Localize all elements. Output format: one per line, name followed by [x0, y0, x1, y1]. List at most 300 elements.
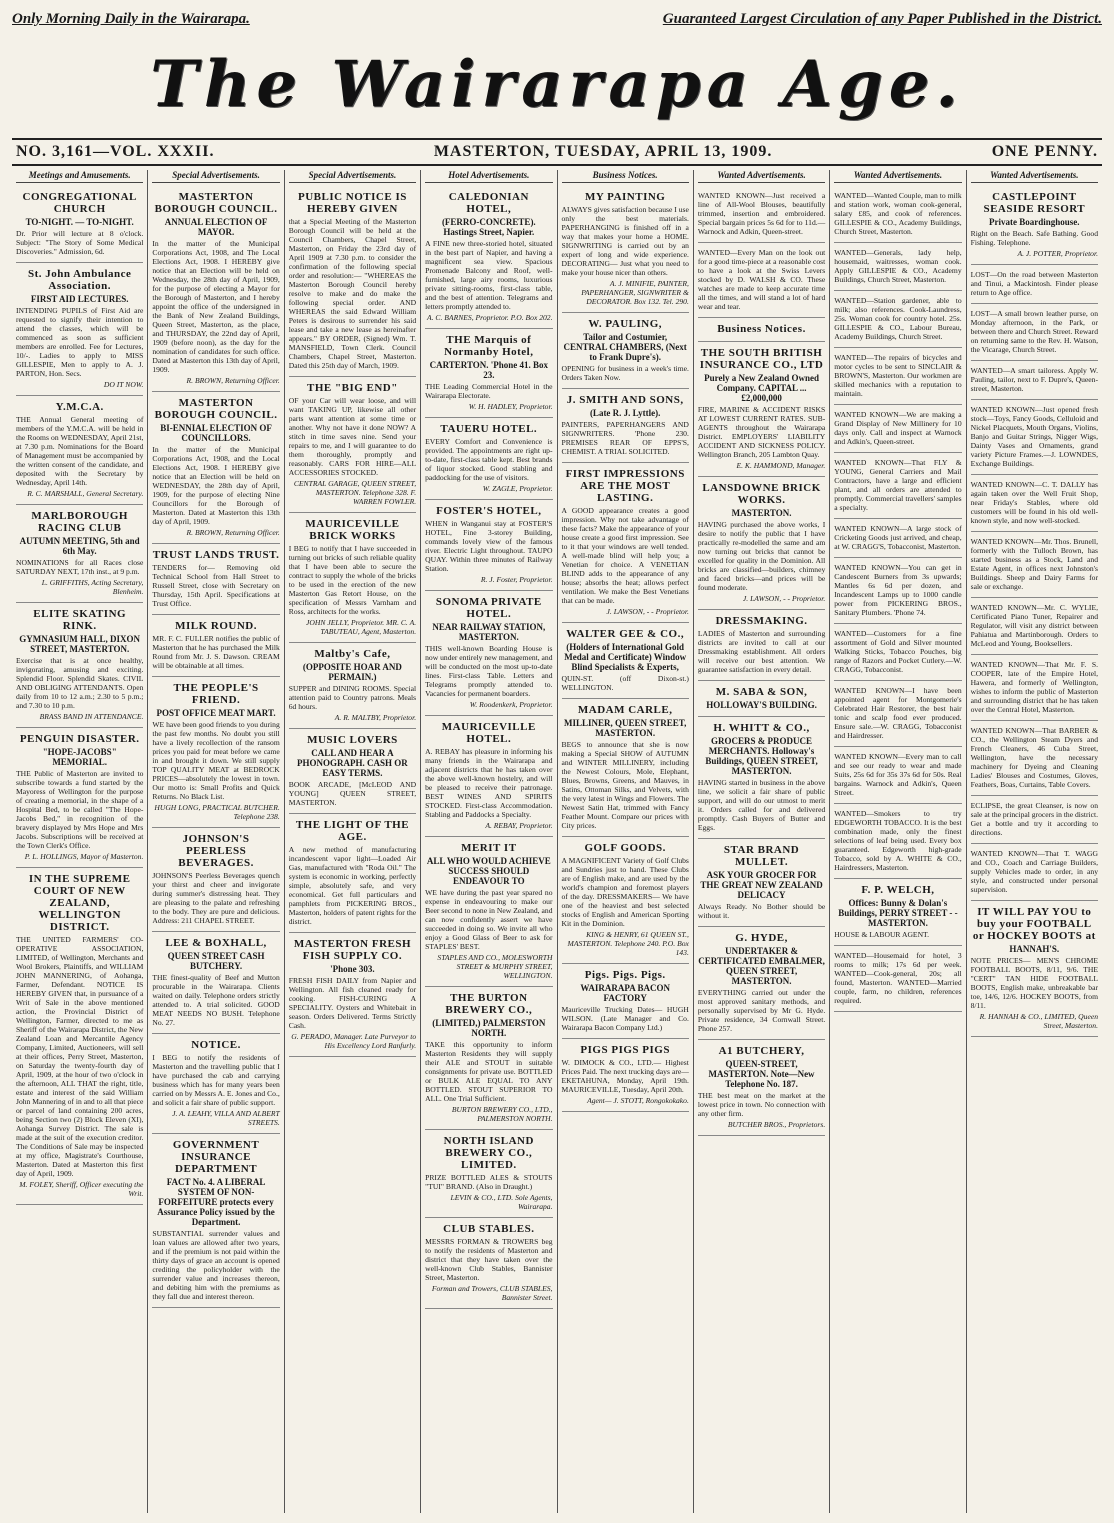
advertisement: [16, 186, 143, 263]
advertisement: [425, 1218, 552, 1309]
advertisement: [289, 186, 416, 377]
column-header: Special Advertisements.: [289, 170, 416, 183]
ad-body: In the matter of the Municipal Corporations Act, 1908, and the Local Elections Act, 1908. I HEREBY give notice that an Election will be held on WEDNESDAY, the 28th day of April, 1909, for the purpose of electing Nine Councillors for the Borough of Masterton. Dated at Masterton this 13th day of April, 1909.: [152, 445, 280, 526]
advertisement: [16, 603, 143, 728]
advertisement: [971, 901, 1098, 1037]
ad-body: THE best meat on the market at the lowest price in town. No connection with any other firm.: [697, 1091, 826, 1118]
column-header: Special Advertisements.: [152, 170, 279, 183]
advertisement: [698, 318, 825, 342]
column-3: [285, 170, 421, 1513]
advertisement: [971, 186, 1098, 265]
ad-body: PRIZE BOTTLED ALES & STOUTS "TUI" BRAND. (Also in Draught.): [425, 1173, 553, 1191]
ad-body: LADIES of Masterton and surrounding districts are invited to call at our Dressmaking establishment. All orders will receive our best attention. We guarantee satisfaction in every detail.: [697, 629, 826, 674]
ad-subtitle: CALL AND HEAR A PHONOGRAPH. CASH OR EASY TERMS.: [297, 748, 408, 778]
ad-subtitle: GROCERS & PRODUCE MERCHANTS. Holloway's Buildings, QUEEN STREET, MASTERTON.: [705, 736, 818, 776]
advertisement: [698, 610, 825, 681]
ad-body: WANTED—A smart tailoress. Apply W. Pauling, tailor, next to F. Dupre's, Queen-street, Masterton.: [970, 366, 1098, 393]
ad-subtitle: AUTUMN MEETING, 5th and 6th May.: [19, 536, 140, 556]
ad-subtitle: GYMNASIUM HALL, DIXON STREET, MASTERTON.: [19, 634, 141, 654]
ad-title: MAURICEVILLE HOTEL.: [441, 721, 536, 745]
ad-body: SUPPER and DINING ROOMS. Special attention paid to Country patrons. Meals 6d hours.: [288, 684, 417, 711]
ad-title: NORTH ISLAND BREWERY CO., LIMITED.: [443, 1135, 534, 1171]
ad-subtitle: CARTERTON. 'Phone 41. Box 23.: [429, 360, 549, 380]
ad-title: THE LIGHT OF THE AGE.: [295, 819, 410, 843]
advertisement: [152, 186, 279, 392]
advertisement: [289, 643, 416, 729]
ad-body: A MAGNIFICENT Variety of Golf Clubs and Sundries just to hand. These Clubs are of English make, and are used by the world's champion and foremost players of the day. DRESSMAKERS— We have one of the heaviest and best selected stocks of English and American Sporting Kit in the Dominion.: [561, 856, 689, 928]
advertisement: [152, 677, 279, 828]
ad-title: GOLF GOODS.: [584, 842, 666, 854]
advertisement: [698, 927, 825, 1040]
ad-body: WE have been good friends to you during the past few months. No doubt you still have a lively recollection of the ransom prices you paid for meat before we came in and brought it down. We still supply TOP QUALITY MEAT at BEDROCK PRICES—absolutely the lowest in town. Our motto is: Small Profits and Quick Returns. No Black List.: [152, 720, 280, 801]
ad-body: WANTED—Every Man on the look out for a good time-piece at a reasonable cost to have a look at the Swiss Levers stocked by D. WALSH & CO. These watches are made to keep accurate time all the times, and will stand a lot of hard wear and tear.: [697, 248, 826, 311]
ad-body: TENDERS for— Removing old Technical School from Hall Street to Russell Street, close with Secretary on Thursday, 15th April. Specifications at Trust Office.: [152, 563, 280, 608]
advertisement: [698, 342, 825, 477]
ad-body: Dr. Prior will lecture at 8 o'clock. Subject: "The Story of Some Medical Discoveries." Admission, 6d.: [16, 229, 144, 256]
ad-body: WANTED—The repairs of bicycles and motor cycles to be sent to SINCLAIR & BROWN'S, Masterton. Our workmen are skilled mechanics with a reputation to maintain.: [834, 353, 962, 398]
ad-signature: M. FOLEY, Sheriff, Officer executing the Writ.: [19, 1180, 144, 1198]
ad-signature: JOHN JELLY, Proprietor. MR. C. A. TABUTEAU, Agent, Masterton.: [306, 618, 417, 636]
ad-subtitle: FIRST AID LECTURES.: [30, 294, 129, 304]
column-2: [148, 170, 284, 1513]
advertisement: [834, 291, 961, 348]
ad-signature: HUGH LONG, PRACTICAL BUTCHER. Telephone 238.: [154, 803, 280, 821]
columns: [12, 170, 1102, 1513]
ad-title: CONGREGATIONAL CHURCH: [22, 191, 137, 215]
ad-body: Exercise that is at once healthy, invigorating, amusing and exciting. Splendid Floor. Splendid Skates. CIVIL AND OBLIGING ATTENDANTS. Open daily from 10 to 12 a.m.; 2.30 to 5 p.m.; and 7.30 to 10 p.m.: [16, 656, 144, 710]
ad-body: WANTED—Customers for a fine assortment of Gold and Silver mounted Walking Sticks, Tobacco Pouches, big range of Razors and Pocket Cutlery.—W. CRAGG, Tobacconist.: [834, 629, 962, 674]
price: ONE PENNY.: [991, 143, 1098, 160]
ad-title: Maltby's Cafe,: [314, 648, 391, 660]
ad-subtitle: (OPPOSITE HOAR AND PERMAIN.): [302, 662, 402, 682]
ad-body: OPENING for business in a week's time. Orders Taken Now.: [561, 364, 689, 382]
ad-body: TAKE this opportunity to inform Masterton Residents they will supply their ALE and STOUT in suitable consignments for private use. BOTTLED or BULK ALE EQUAL TO ANY BOTTLED. STOUT SUPERIOR TO ALL. One Trial Sufficient.: [425, 1040, 553, 1103]
ad-body: WE have during the past year spared no expense in endeavouring to make our Beer second to none in New Zealand, and can now confidently assert we have succeeded in doing so. We invite all who enjoy a Good Glass of Beer to ask for STAPLES' BEST.: [425, 888, 553, 951]
tagline-right: Guaranteed Largest Circulation of any Paper Published in the District.: [662, 11, 1102, 27]
ad-title: LEE & BOXHALL,: [165, 937, 267, 949]
advertisement: [562, 186, 689, 313]
ad-body: ALWAYS gives satisfaction because I use only the best materials. PAPERHANGING is finished off in a way that makes your home a HOME. SIGNWRITING is carried out by an expert of long and wide experience. DECORATING— Just what you need to make your house nicer than others.: [561, 205, 689, 277]
advertisement: [289, 933, 416, 1057]
ad-title: G. HYDE,: [735, 932, 788, 944]
ad-subtitle: (LIMITED,) PALMERSTON NORTH.: [432, 1018, 546, 1038]
ad-body: JOHNSON'S Peerless Beverages quench your thirst and cheer and invigorate during summer's distressing heat. They are pleasing to the palate and refreshing to the body. They are pure and delicious. Address: 211 CHAPEL STREET.: [152, 871, 280, 925]
ad-subtitle: HOLLOWAY'S BUILDING.: [706, 700, 817, 710]
ad-subtitle: (FERRO-CONCRETE). Hastings Street, Napier.: [441, 217, 536, 237]
ad-subtitle: MILLINER, QUEEN STREET, MASTERTON.: [564, 718, 687, 738]
ad-title: MY PAINTING: [585, 191, 666, 203]
ad-body: that a Special Meeting of the Masterton Borough Council will be held at the Council Chambers, Chapel Street, Masterton, on Friday the 23rd day of April 1909 at 7.30 p.m. to consider the confirmation of the following special order and resolution:— "WHEREAS the Masterton Borough Council hereby resolve to make and do make the following special order. AND WHEREAS the said Edward William Peters is desirous to surrender his said lease and take a new lease as hereinafter appears." BY ORDER, (Signed) Wm. T. MANSFIELD, Town Clerk. Council Chambers, Chapel Street, Masterton. Dated this 25th day of March, 1909.: [288, 217, 417, 370]
ad-body: WANTED KNOWN—Just opened fresh stock—Toys, Fancy Goods, Celluloid and Nickel Placquets, Mouth Organs, Violins, Banjo and Guitar Strings, Nigger Wigs, Dainty Vases and Ornaments, grand variety Picture Frames.—J. LOWNDES, Exchange Buildings.: [970, 405, 1098, 468]
ad-signature: R. C. MARSHALL, General Secretary.: [27, 489, 144, 498]
ad-subtitle: Purely a New Zealand Owned Company. CAPITAL ... £2,000,000: [704, 373, 819, 403]
advertisement: [425, 418, 552, 500]
ad-signature: E. K. HAMMOND, Manager.: [736, 461, 826, 470]
column-5: [558, 170, 694, 1513]
ad-signature: W. ZAGLE, Proprietor.: [482, 484, 553, 493]
ad-body: HAVING started in business in the above line, we solicit a fair share of public support, and will do our utmost to merit it. Orders called for and delivered promptly. Cash Buyers of Butter and Eggs.: [697, 778, 826, 832]
advertisement: [425, 1130, 552, 1218]
advertisement: [971, 304, 1098, 361]
ad-title: IT WILL PAY YOU to buy your FOOTBALL or HOCKEY BOOTS at: [972, 906, 1096, 942]
advertisement: [289, 513, 416, 643]
newspaper-page: [12, 8, 1102, 1513]
ad-signature: DO IT NOW.: [103, 380, 144, 389]
advertisement: [971, 721, 1098, 796]
ad-body: I BEG to notify the residents of Masterton and the travelling public that I have purchased the cab and carrying business which has for many years been carried on by Messrs A. E. Jones and Co., and solicit a fair share of public support.: [152, 1053, 280, 1107]
advertisement: [971, 796, 1098, 844]
ad-title: MUSIC LOVERS: [307, 734, 398, 746]
ad-body: THE Annual General meeting of members of the Y.M.C.A. will be held in the Rooms on WEDNESDAY, April 21st, at 7.30 p.m. Nominations for the Board of Management must be accompanied by the written consent of the candidate, and deposited with the Secretary by Wednesday, April 14th.: [16, 415, 144, 487]
advertisement: [562, 463, 689, 623]
advertisement: [289, 377, 416, 513]
ad-body: WHEN in Wanganui stay at FOSTER'S HOTEL, Fine 3-storey Building, commands lovely view of the famous river. Electric Light throughout. TAUPO QUAY. Within three minutes of Railway Station.: [425, 519, 553, 573]
ad-signature: J. LAWSON, - - Proprietor.: [606, 607, 689, 616]
ad-title: SONOMA PRIVATE HOTEL.: [435, 596, 542, 620]
ad-body: WANTED KNOWN—That BARBER & CO., the Wellington Steam Dyers and French Cleaners, 46 Cuba Street, Wellington, have the necessary machinery for Dyeing and Cleaning Ladies' Blouses and Costumes, Gloves, Feathers, Boas, Curtains, Table Covers.: [970, 726, 1098, 789]
ad-title: ELITE SKATING RINK.: [33, 608, 127, 632]
advertisement: [16, 728, 143, 868]
advertisement: [834, 747, 961, 804]
ad-body: THE Public of Masterton are invited to subscribe towards a fund started by the Mayoress of Wellington for the purpose of creating a memorial, in the shape of a Hospital Bed, to be called "The Hope-Jacobs Bed," in recognition of the bravery displayed by Mrs Hope and Mrs Jacobs. Subscriptions will be received at the Town Clerk's Office.: [16, 769, 144, 850]
ad-body: THIS well-known Boarding House is now under entirely new management, and will be conducted on the most up-to-date lines. First-class Table. Letters and Telegrams promptly attended to. Vacancies for permanent boarders.: [425, 644, 553, 698]
ad-title: THE "BIG END": [307, 382, 398, 394]
ad-title: MADAM CARLE,: [577, 704, 673, 716]
ad-subtitle: POST OFFICE MEAT MART.: [156, 708, 276, 718]
ad-subtitle: ANNUAL ELECTION OF MAYOR.: [164, 217, 268, 237]
ad-title: JOHNSON'S PEERLESS BEVERAGES.: [178, 833, 254, 869]
advertisement: [562, 699, 689, 837]
ad-body: BOOK ARCADE, [McLEOD AND YOUNG] QUEEN STREET, MASTERTON.: [288, 780, 417, 807]
column-header: Meetings and Amusements.: [16, 170, 143, 183]
ad-body: FRESH FISH DAILY from Napier and Wellington. All fish cleaned ready for cooking. FISH-CURING A SPECIALITY. Oysters and Whitebait in season. Orders Delivered. Terms Strictly Cash.: [288, 976, 417, 1030]
dateline-bar: [12, 138, 1102, 166]
ad-title: MERIT IT: [461, 842, 517, 854]
advertisement: [16, 868, 143, 1205]
issue-number: NO. 3,161—VOL. XXXII.: [16, 143, 215, 160]
ad-title: THE Marquis of Normanby Hotel,: [444, 334, 534, 358]
ad-body: THE Leading Commercial Hotel in the Wairarapa Electorate.: [425, 382, 553, 400]
ad-body: EVERYTHING carried out under the most approved sanitary methods, and personally supervised by Mr G. Hyde. Private residence, 34 Cornwall Street. Phone 257.: [697, 988, 826, 1033]
ad-body: OF your Car will wear loose, and will want TAKING UP, likewise all other parts want attention at some time or another. Why not have it done NOW? A stitch in time saves nine. Send your repairs to me, and I will guarantee to do them thoroughly, promptly and reasonably. CARS FOR HIRE—ALL ACCESSORIES STOCKED.: [288, 396, 417, 477]
advertisement: [425, 329, 552, 418]
ad-body: WANTED KNOWN—That T. WAGG and CO., Coach and Carriage Builders, supply Vehicles made to order, in any style, and constructed under personal supervision.: [970, 849, 1098, 894]
advertisement: [834, 879, 961, 946]
ad-body: NOTE PRICES— MEN'S CHROME FOOTBALL BOOTS, 8/11, 9/6. THE "CERT" TAN HIDE FOOTBALL BOOTS, English make, unbreakable bar toe, 14/6, 12/6. HOCKEY BOOTS, from 8/11.: [970, 956, 1098, 1010]
ad-title: PENGUIN DISASTER.: [19, 733, 140, 745]
column-6: [694, 170, 830, 1513]
ad-subtitle: Offices: Bunny & Dolan's Buildings, PERRY STREET - - MASTERTON.: [838, 898, 958, 928]
ad-title: THE BURTON BREWERY CO.,: [445, 992, 533, 1016]
ad-title: MAURICEVILLE BRICK WORKS: [305, 518, 400, 542]
ad-signature: A. C. BARNES, Proprietor. P.O. Box 202.: [427, 313, 553, 322]
advertisement: [562, 964, 689, 1039]
ad-body: In the matter of the Municipal Corporations Act, 1908, and The Local Elections Act, 1908. I HEREBY give notice that an Election will be held on Wednesday, the 28th day of April, 1909, for the purpose of electing a Mayor for the Borough of Masterton, and I hereby appoint the office of the undersigned in the Bank of New Zealand Buildings, Queen Street, Masterton, as the place, and THURSDAY, the 22nd day of April, 1909 (before noon), as the day for the nomination of candidates for such office. Dated at Masterton this 13th day of April, 1909.: [152, 239, 280, 374]
ad-title: CALEDONIAN HOTEL,: [448, 191, 529, 215]
ad-signature: R. HANNAH & CO., LIMITED, Queen Street, Masterton.: [979, 1012, 1098, 1030]
ad-title: St. John Ambulance Association.: [27, 268, 132, 292]
ad-body: WANTED KNOWN—I have been appointed agent for Montgomerie's Celebrated Hair Restorer, the best hair tonic and scalp food ever produced. Ensure sale.—W. CRAGG, Tobacconist and Hairdresser.: [834, 686, 962, 740]
ad-signature: LEVIN & CO., LTD. Sole Agents, Wairarapa.: [450, 1193, 553, 1211]
ad-signature: Agent— J. STOTT, Rongokokako.: [587, 1096, 689, 1105]
tagline-row: [12, 8, 1102, 30]
advertisement: [562, 837, 689, 964]
ad-subtitle: ASK YOUR GROCER FOR THE GREAT NEW ZEALAND DELICACY: [700, 870, 823, 900]
ad-body: MR. F. C. FULLER notifies the public of Masterton that he has purchased the Milk Round from Mr. J. S. Dawson. CREAM will be obtainable at all times.: [152, 634, 280, 670]
ad-body: HAVING purchased the above works, I desire to notify the public that I have practically re-modelled the same and am now turning out bricks that cannot be excelled for quality in the Dominion. All bricks are classified—builders, chimney and faced bricks—and prices will be found moderate.: [697, 520, 826, 592]
ad-title: MILK ROUND.: [175, 620, 257, 632]
ad-title: PUBLIC NOTICE IS HEREBY GIVEN: [298, 191, 407, 215]
masthead: [12, 30, 1102, 138]
ad-subtitle: ALL WHO WOULD ACHIEVE SUCCESS SHOULD ENDEAVOUR TO: [426, 856, 551, 886]
ad-signature: Forman and Trowers, CLUB STABLES, Bannister Street.: [431, 1284, 553, 1302]
advertisement: [834, 348, 961, 405]
advertisement: [834, 804, 961, 879]
ad-body: Right on the Beach. Safe Bathing. Good Fishing. Telephone.: [970, 229, 1098, 247]
masthead-title: The Wairarapa Age.: [150, 46, 964, 122]
ad-title: PIGS PIGS PIGS: [580, 1044, 670, 1056]
ad-signature: A. REBAY, Proprietor.: [485, 821, 553, 830]
ad-body: WANTED KNOWN—We are making a Grand Display of New Millinery for 10 days only. Call and inspect at Warnock and Adkin's, Queen-street.: [834, 410, 962, 446]
ad-subtitle: (Holders of International Gold Medal and Certificate) Window Blind Specialists & Experts,: [564, 642, 687, 672]
ad-body: W. DIMOCK & CO., LTD.— Highest Prices Paid. The next trucking days are— EKETAHUNA, Monday, April 19th. MAURICEVILLE, Tuesday, April 20th.: [561, 1058, 689, 1094]
advertisement: [698, 1040, 825, 1136]
dateline: MASTERTON, TUESDAY, APRIL 13, 1909.: [433, 143, 773, 160]
ad-body: FIRE, MARINE & ACCIDENT RISKS AT LOWEST CURRENT RATES. SUB-AGENTS throughout the Wairarapa District. EMPLOYERS' LIABILITY ACCIDENT AND SICKNESS POLICY. Wellington Branch, 205 Lambton Quay.: [697, 405, 826, 459]
ad-body: WANTED KNOWN—You can get in Candescent Burners from 3s upwards; Mantles 6s 6d per dozen, and Incandescent Lamps up to 1000 candle power from PICKERING BROS., Sanitary Plumbers. 'Phone 74.: [834, 563, 962, 617]
ad-body: A FINE new three-storied hotel, situated in the best part of Napier, and having a magnificent sea view. Spacious Promenade Balcony and Roof, well-furnished, large airy rooms, luxurious private sitting-rooms, first-class table, and the best of attention. Telegrams and letters promptly attended to.: [425, 239, 553, 311]
advertisement: [425, 987, 552, 1130]
ad-signature: BURTON BREWERY CO., LTD., PALMERSTON NORTH.: [451, 1105, 553, 1123]
ad-signature: R. BROWN, Returning Officer.: [186, 376, 280, 385]
ad-body: Mauriceville Trucking Dates— HUGH WILSON. (Late Manager and Co. Wairarapa Bacon Company Ltd.): [561, 1005, 689, 1032]
advertisement: [562, 389, 689, 463]
ad-title: LANSDOWNE BRICK WORKS.: [702, 482, 821, 506]
advertisement: [698, 477, 825, 610]
ad-title: Pigs. Pigs. Pigs.: [584, 969, 666, 981]
ad-body: A GOOD appearance creates a good impression. Why not take advantage of these facts? Make the appearance of your house create a good first impression. See to it that your windows are well tended. A well-made blind will help you; a Venetian for choice. A VENETIAN BLIND adds to the appearance of any house; absorbs the heat; allows perfect ventilation. We make the Best Venetians that can be made.: [561, 506, 689, 605]
ad-body: I BEG to notify that I have succeeded in turning out bricks of such reliable quality that I have been able to secure the contract to supply the whole of the bricks to be used in the erection of the new Masterton Gas Retort House, on the specification of Messrs Varnham and Ross, architects for the works.: [288, 544, 417, 616]
column-4: [421, 170, 557, 1513]
column-header: Wanted Advertisements.: [971, 170, 1098, 183]
advertisement: [698, 243, 825, 318]
advertisement: [562, 313, 689, 389]
advertisement: [425, 837, 552, 987]
ad-title: CLUB STABLES.: [443, 1223, 535, 1235]
ad-body: MESSRS FORMAN & TROWERS beg to notify the residents of Masterton and district that they have taken over the well-known Club Stables, Bannister Street, Masterton.: [425, 1237, 553, 1282]
ad-title: MARLBOROUGH RACING CLUB: [31, 510, 128, 534]
advertisement: [425, 591, 552, 716]
ad-body: BEGS to announce that she is now making a Special SHOW of AUTUMN and WINTER MILLINERY, including the Newest Colours, Mole, Elephant, Blues, Browns, Greens, and Mauves, in Satins, Ottoman Silks, and Velvets, with the very latest in Wings and Flowers. The Newest Satin Hat, trimmed with Fancy Feather Mount. Compare our prices with City prices.: [561, 740, 689, 830]
ad-body: WANTED KNOWN—Mr. C. WYLIE, Certificated Piano Tuner, Repairer and Regulator, will visit any district between Pahiatua and Martinborough. Orders to McLeod and Young, Booksellers.: [970, 603, 1098, 648]
ad-body: WANTED—Smokers to try EDGEWORTH TOBACCO. It is the best combination made, only the finest selections of leaf being used. Every box guaranteed. Edgeworth high-grade Tobacco, sold by A. WHITE & CO., Hairdressers, Masterton.: [834, 809, 962, 872]
ad-body: THE finest-quality of Beef and Mutton procurable in the Wairarapa. Clients waited on daily. Telephone orders strictly attended to. A trial solicited. GOOD MEAT NEEDS NO BUSH. Telephone No. 27.: [152, 973, 280, 1027]
tagline-left: Only Morning Daily in the Wairarapa.: [12, 11, 250, 27]
ad-title: H. WHITT & CO.,: [713, 722, 810, 734]
ad-subtitle: (Late R. J. Lyttle).: [589, 408, 661, 418]
ad-signature: J. LAWSON, - - Proprietor.: [742, 594, 826, 603]
ad-title: THE PEOPLE'S FRIEND.: [173, 682, 259, 706]
ad-body: WANTED—Station gardener, able to milk; also references. Cook-Laundress, 25s. Woman cook for country hotel. 25s. GILLESPIE & CO., Labour Bureau, Academy Buildings, Church Street.: [834, 296, 962, 341]
advertisement: [971, 361, 1098, 400]
ad-title: WALTER GEE & CO.,: [566, 628, 685, 640]
advertisement: [152, 1034, 279, 1134]
advertisement: [971, 532, 1098, 598]
ad-signature: STAPLES AND CO., MOLESWORTH STREET & MURPHY STREET, WELLINGTON.: [437, 953, 553, 980]
advertisement: [425, 500, 552, 591]
advertisement: [834, 681, 961, 747]
ad-title: DRESSMAKING.: [715, 615, 808, 627]
ad-body: QUIN-ST. (off Dixon-st.) WELLINGTON.: [561, 674, 689, 692]
ad-signature: W. H. HADLEY, Proprietor.: [468, 402, 553, 411]
ad-subtitle: TO-NIGHT. — TO-NIGHT.: [25, 217, 134, 227]
ad-title: IN THE SUPREME COURT OF NEW ZEALAND, WELLINGTON DISTRICT.: [28, 873, 131, 933]
advertisement: [698, 186, 825, 243]
ad-signature: BRASS BAND IN ATTENDANCE.: [39, 712, 144, 721]
ad-title: STAR BRAND MULLET.: [723, 844, 800, 868]
ad-subtitle: BI-ENNIAL ELECTION OF COUNCILLORS.: [160, 423, 272, 443]
ad-title: NOTICE.: [191, 1039, 241, 1051]
ad-title: W. PAULING,: [588, 318, 663, 330]
column-8: [967, 170, 1102, 1513]
ad-title: FIRST IMPRESSIONS ARE THE MOST LASTING.: [565, 468, 685, 504]
advertisement: [834, 405, 961, 453]
ad-body: WANTED KNOWN—That FLY & YOUNG, General Carriers and Mail Contractors, have a large and efficient plant, and all orders are attended to promptly. Commercial travellers' samples a specialty.: [834, 458, 962, 512]
ad-title: F. P. WELCH,: [861, 884, 935, 896]
advertisement: [152, 392, 279, 544]
ad-body: ECLIPSE, the great Cleanser, is now on sale at the principal grocers in the district. Get a bottle and try it according to directions.: [970, 801, 1098, 837]
advertisement: [152, 615, 279, 677]
ad-subtitle: 'Phone 303.: [330, 964, 375, 974]
column-1: [12, 170, 148, 1513]
advertisement: [289, 814, 416, 933]
advertisement: [152, 544, 279, 615]
ad-signature: R. J. Foster, Proprietor.: [480, 575, 553, 584]
ad-signature: W. Roodenkerk, Proprietor.: [469, 700, 553, 709]
ad-signature: L. GRIFFITHS, Acting Secretary, Blenheim.: [41, 578, 144, 596]
ad-title: TRUST LANDS TRUST.: [152, 549, 280, 561]
ad-body: NOMINATIONS for all Races close SATURDAY NEXT, 17th inst., at 9 p.m.: [16, 558, 144, 576]
advertisement: [834, 453, 961, 519]
ad-signature: BUTCHER BROS., Proprietors.: [727, 1120, 826, 1129]
ad-signature: G. PERADO, Manager. Late Purveyor to His Excellency Lord Ranfurly.: [291, 1032, 417, 1050]
ad-signature: P. L. HOLLINGS, Mayor of Masterton.: [24, 852, 144, 861]
advertisement: [562, 623, 689, 699]
ad-signature: CENTRAL GARAGE, QUEEN STREET, MASTERTON. Telephone 328. F. WARREN FOWLER.: [293, 479, 417, 506]
advertisement: [834, 519, 961, 558]
ad-title: Y.M.C.A.: [55, 401, 104, 413]
ad-signature: A. R. MALTBY, Proprietor.: [334, 713, 417, 722]
ad-body: WANTED KNOWN—Just received a line of All-Wool Blouses, beautifully trimmed, insertion and embroidered. Special bargain prices 5s 6d for to 11d.— Warnock and Adkin, Queen-street.: [697, 191, 826, 236]
ad-title: CASTLEPOINT SEASIDE RESORT: [983, 191, 1086, 215]
ad-body: A new method of manufacturing incandescent vapor light—Loaded Air Gas, manufactured with "Roda Oil." The system is economic in working, perfectly simple, absolutely safe, and very economical. Get full particulars and pamphlets from PICKERING BROS., Masterton, holders of patent rights for the district.: [288, 845, 417, 926]
ad-body: LOST—On the road between Masterton and Tinui, a Mackintosh. Finder please return to Age office.: [970, 270, 1098, 297]
ad-body: INTENDING PUPILS of First Aid are requested to signify their intention to attend the classes, which will be commenced as soon as sufficient members are enrolled. Fee for Lectures, 10/-. Ladies to apply to MISS GILLESPIE, Men to apply to A. J. PARTON, Hon. Secs.: [16, 306, 144, 378]
ad-title: M. SABA & SON,: [715, 686, 808, 698]
column-header: Wanted Advertisements.: [698, 170, 825, 183]
ad-title: MASTERTON FRESH FISH SUPPLY CO.: [293, 938, 412, 962]
ad-subtitle: Tailor and Costumier, CENTRAL CHAMBERS, (Next to Frank Dupre's).: [563, 332, 687, 362]
advertisement: [16, 263, 143, 396]
ad-title: GOVERNMENT INSURANCE DEPARTMENT: [172, 1139, 260, 1175]
ad-body: WANTED—Wanted Couple, man to milk and station work, woman cook-general, salary £85, and cook of references. GILLESPIE & CO., Academy Buildings, Church Street, Masterton.: [834, 191, 962, 236]
ad-subtitle: HANNAH'S.: [1009, 944, 1060, 954]
ad-body: A. REBAY has pleasure in informing his many friends in the Wairarapa and adjacent districts that he has taken over the above well-known hostelry, and will be pleased to receive their patronage. BEST WINES AND SPIRITS STOCKED. First-class Accommodation. Stabling and Paddocks a Specialty.: [425, 747, 553, 819]
ad-subtitle: WAIRARAPA BACON FACTORY: [580, 983, 670, 1003]
ad-body: HOUSE & LABOUR AGENT.: [834, 930, 930, 939]
column-header: Hotel Advertisements.: [425, 170, 552, 183]
ad-body: WANTED KNOWN—A large stock of Cricketing Goods just arrived, and cheap, at W. CRAGG'S, Tobacconist, Masterton.: [834, 524, 962, 551]
ad-body: WANTED KNOWN—That Mr. F. S. COOPER, late of the Empire Hotel, Hawera, and formerly of Wellington, wishes to inform the public of Masterton and surrounding district that he has taken over the Central Hotel, Masterton.: [970, 660, 1098, 714]
advertisement: [16, 396, 143, 505]
advertisement: [698, 839, 825, 927]
ad-title: Business Notices.: [717, 323, 806, 335]
advertisement: [698, 717, 825, 839]
ad-body: WANTED KNOWN—Every man to call and see our ready to wear and made Suits, 25s 6d for 35s 37s 6d for 50s. Real bargains. Warnock and Adkin's, Queen Street.: [834, 752, 962, 797]
ad-subtitle: "HOPE-JACOBS" MEMORIAL.: [42, 747, 117, 767]
advertisement: [834, 558, 961, 624]
ad-subtitle: NEAR RAILWAY STATION, MASTERTON.: [432, 622, 546, 642]
ad-body: WANTED KNOWN—Mr. Thos. Brunell, formerly with the Tulloch Brown, has started business as a Stock, Land and Estate Agent, in offices next Johnston's Buildings. Sheep and Dairy Farms for sale or exchange.: [970, 537, 1098, 591]
advertisement: [16, 505, 143, 603]
ad-body: PAINTERS, PAPERHANGERS AND SIGNWRITERS. 'Phone 230. PREMISES REAR OF EPPS'S, CHEMIST. A TRIAL SOLICITED.: [561, 420, 689, 456]
ad-body: WANTED—Generals, lady help, housemaid, waitresses, woman cook. Apply GILLESPIE & CO., Academy Buildings, Church Street, Masterton.: [834, 248, 962, 284]
advertisement: [971, 598, 1098, 655]
ad-subtitle: MASTERTON.: [731, 508, 792, 518]
advertisement: [425, 186, 552, 329]
ad-title: A1 BUTCHERY,: [718, 1045, 805, 1057]
ad-subtitle: QUEEN STREET CASH BUTCHERY.: [167, 951, 265, 971]
column-header: Wanted Advertisements.: [834, 170, 961, 183]
ad-body: THE UNITED FARMERS' CO-OPERATIVE ASSOCIATION, LIMITED, of Wellington, Merchants and Wool Brokers, Plaintiffs, and WILLIAM JOHN MANNERING, of Aohanga, Farmer, Defendant. NOTICE IS HEREBY GIVEN that, in pursuance of a Writ of Sale in the above mentioned action, the Provincial District of Wellington, Farmer, directed to me as Sheriff of the Wairarapa District, the New Zealand Loan and Mercantile Agency Company, Limited, Auctioneers, will sell at their offices, Perry Street, Masterton, on Saturday the twenty-fourth day of April, 1909, at the hour of two o'clock in the afternoon, ALL THAT the right, title, estate and interest of the said William John Mannering of in and to all that piece or parcel of land containing 200 acres, being Section two (2) Block Eleven (XI), Aohanga Survey District. The sale is made at the suit of the execution creditor. The Conditions of Sale may be inspected at my office, Magistrate's Courthouse, Masterton. Dated at Masterton this first day of April, 1909.: [16, 935, 144, 1178]
advertisement: [834, 624, 961, 681]
ad-subtitle: UNDERTAKER & CERTIFICATED EMBALMER, QUEEN STREET, MASTERTON.: [698, 946, 825, 986]
ad-title: MASTERTON BOROUGH COUNCIL.: [154, 191, 278, 215]
ad-body: Always Ready. No Bother should be without it.: [697, 902, 826, 920]
advertisement: [971, 655, 1098, 721]
advertisement: [971, 844, 1098, 901]
advertisement: [834, 186, 961, 243]
ad-signature: A. J. POTTER, Proprietor.: [1017, 249, 1098, 258]
ad-title: MASTERTON BOROUGH COUNCIL.: [154, 397, 278, 421]
ad-subtitle: FACT No. 4. A LIBERAL SYSTEM OF NON-FORFEITURE protects every Assurance Policy issued by the Department.: [157, 1177, 275, 1227]
advertisement: [425, 716, 552, 837]
ad-signature: A. J. MINIFIE, PAINTER, PAPERHANGER, SIGNWRITER & DECORATOR. Box 132. Tel. 290.: [581, 279, 689, 306]
ad-body: SUBSTANTIAL surrender values and loan values are allowed after two years, and if the premium is not paid within the thirty days of grace an account is opened crediting the policyholder with the surrender value and increases thereon, and debiting him with the premiums as they fall due and interest thereon.: [152, 1229, 280, 1301]
ad-signature: KING & HENRY, 61 QUEEN ST., MASTERTON. Telephone 240. P.O. Box 143.: [567, 930, 689, 957]
ad-title: J. SMITH AND SONS,: [566, 394, 684, 406]
advertisement: [289, 729, 416, 814]
advertisement: [152, 828, 279, 932]
advertisement: [562, 1039, 689, 1112]
advertisement: [834, 243, 961, 291]
advertisement: [971, 475, 1098, 532]
column-7: [830, 170, 966, 1513]
ad-signature: R. BROWN, Returning Officer.: [186, 528, 280, 537]
ad-title: FOSTER'S HOTEL,: [436, 505, 542, 517]
advertisement: [698, 681, 825, 717]
ad-body: WANTED—Housemaid for hotel, 3 rooms to milk; 17s 6d per week. WANTED—Cook-general, 20s; all found, Masterton. WANTED—Married couple, farm, no children, references required.: [834, 951, 962, 1005]
ad-body: EVERY Comfort and Convenience is provided. The appointments are right up-to-date, first-class table kept. Best brands of liquor stocked. Good stabling and paddocking for the use of visitors.: [425, 437, 553, 482]
ad-signature: J. A. LEAHY, VILLA AND ALBERT STREETS.: [172, 1109, 280, 1127]
advertisement: [971, 265, 1098, 304]
ad-subtitle: QUEEN-STREET, MASTERTON. Note—New Telephone No. 187.: [708, 1059, 815, 1089]
ad-title: TAUERU HOTEL.: [440, 423, 538, 435]
ad-body: LOST—A small brown leather purse, on Monday afternoon, in the Park, or between there and Church Street. Reward on returning same to the Rev. H. Watson, the Vicarage, Church Street.: [970, 309, 1098, 354]
advertisement: [834, 946, 961, 1012]
advertisement: [971, 400, 1098, 475]
ad-title: THE SOUTH BRITISH INSURANCE CO., LTD: [699, 347, 824, 371]
